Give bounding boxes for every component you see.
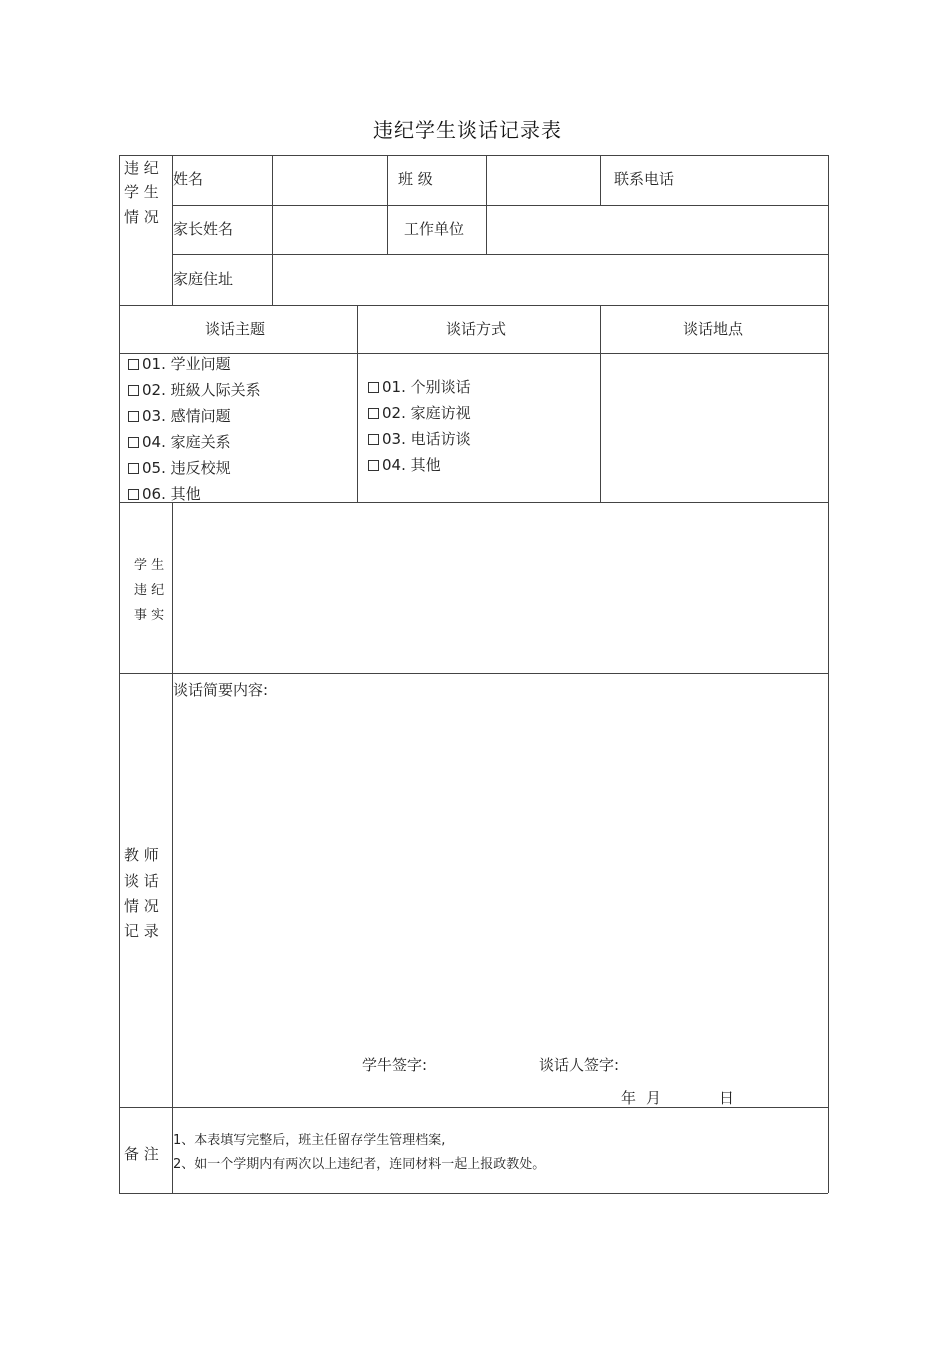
checkbox-icon[interactable] bbox=[128, 489, 139, 500]
remarks-line-2: 2、如一个学期内有两次以上违纪者，连同材料一起上报政教处。 bbox=[173, 1157, 546, 1172]
remarks-line-1: 1、本表填写完整后，班主任留存学生管理档案, bbox=[173, 1133, 446, 1148]
topic-option[interactable]: 05. 违反校规 bbox=[128, 459, 231, 477]
checkbox-icon[interactable] bbox=[128, 437, 139, 448]
section-label-student-info-1: 违 纪 bbox=[124, 159, 159, 177]
date-month-label: 月 bbox=[646, 1089, 662, 1107]
checkbox-icon[interactable] bbox=[128, 411, 139, 422]
header-location: 谈话地点 bbox=[683, 320, 744, 338]
method-option[interactable]: 03. 电话访谈 bbox=[368, 430, 471, 448]
remarks-label: 备 注 bbox=[124, 1145, 159, 1163]
name-label: 姓名 bbox=[173, 170, 204, 188]
phone-label: 联系电话 bbox=[614, 170, 675, 188]
method-option[interactable]: 01. 个别谈话 bbox=[368, 378, 471, 396]
method-option[interactable]: 02. 家庭访视 bbox=[368, 404, 471, 422]
checkbox-icon[interactable] bbox=[368, 434, 379, 445]
checkbox-icon[interactable] bbox=[368, 382, 379, 393]
header-topic: 谈话主题 bbox=[205, 320, 266, 338]
topic-option[interactable]: 04. 家庭关系 bbox=[128, 433, 231, 451]
section-label-record-4: 记 录 bbox=[124, 922, 159, 940]
parent-name-label: 家长姓名 bbox=[173, 220, 234, 238]
work-unit-label: 工作单位 bbox=[404, 220, 465, 238]
date-year-label: 年 bbox=[621, 1089, 637, 1107]
section-label-record-3: 情 况 bbox=[124, 897, 159, 915]
topic-option[interactable]: 01. 学业问题 bbox=[128, 355, 231, 373]
section-label-student-info-3: 情 况 bbox=[124, 208, 159, 226]
checkbox-icon[interactable] bbox=[128, 385, 139, 396]
header-method: 谈话方式 bbox=[446, 320, 507, 338]
section-label-record-1: 教 师 bbox=[124, 846, 159, 864]
topic-option[interactable]: 02. 班級人际关系 bbox=[128, 381, 261, 399]
section-label-student-info-2: 学 生 bbox=[124, 183, 159, 201]
date-day-label: 日 bbox=[719, 1089, 735, 1107]
topic-option[interactable]: 06. 其他 bbox=[128, 485, 201, 503]
class-label: 班 级 bbox=[398, 170, 433, 188]
content-label: 谈话简要内容: bbox=[173, 681, 269, 699]
checkbox-icon[interactable] bbox=[368, 460, 379, 471]
address-label: 家庭住址 bbox=[173, 270, 234, 288]
section-label-violation-1: 学 生 bbox=[134, 558, 165, 573]
method-option[interactable]: 04. 其他 bbox=[368, 456, 441, 474]
form-title: 违纪学生谈话记录表 bbox=[373, 118, 562, 142]
student-signature-label: 学牛签字: bbox=[362, 1056, 428, 1074]
checkbox-icon[interactable] bbox=[128, 463, 139, 474]
section-label-violation-3: 事 实 bbox=[134, 608, 165, 623]
topic-option[interactable]: 03. 感情问题 bbox=[128, 407, 231, 425]
checkbox-icon[interactable] bbox=[128, 359, 139, 370]
section-label-violation-2: 违 纪 bbox=[134, 583, 165, 598]
section-label-record-2: 谈 话 bbox=[124, 872, 159, 890]
talker-signature-label: 谈话人签字: bbox=[539, 1056, 620, 1074]
checkbox-icon[interactable] bbox=[368, 408, 379, 419]
